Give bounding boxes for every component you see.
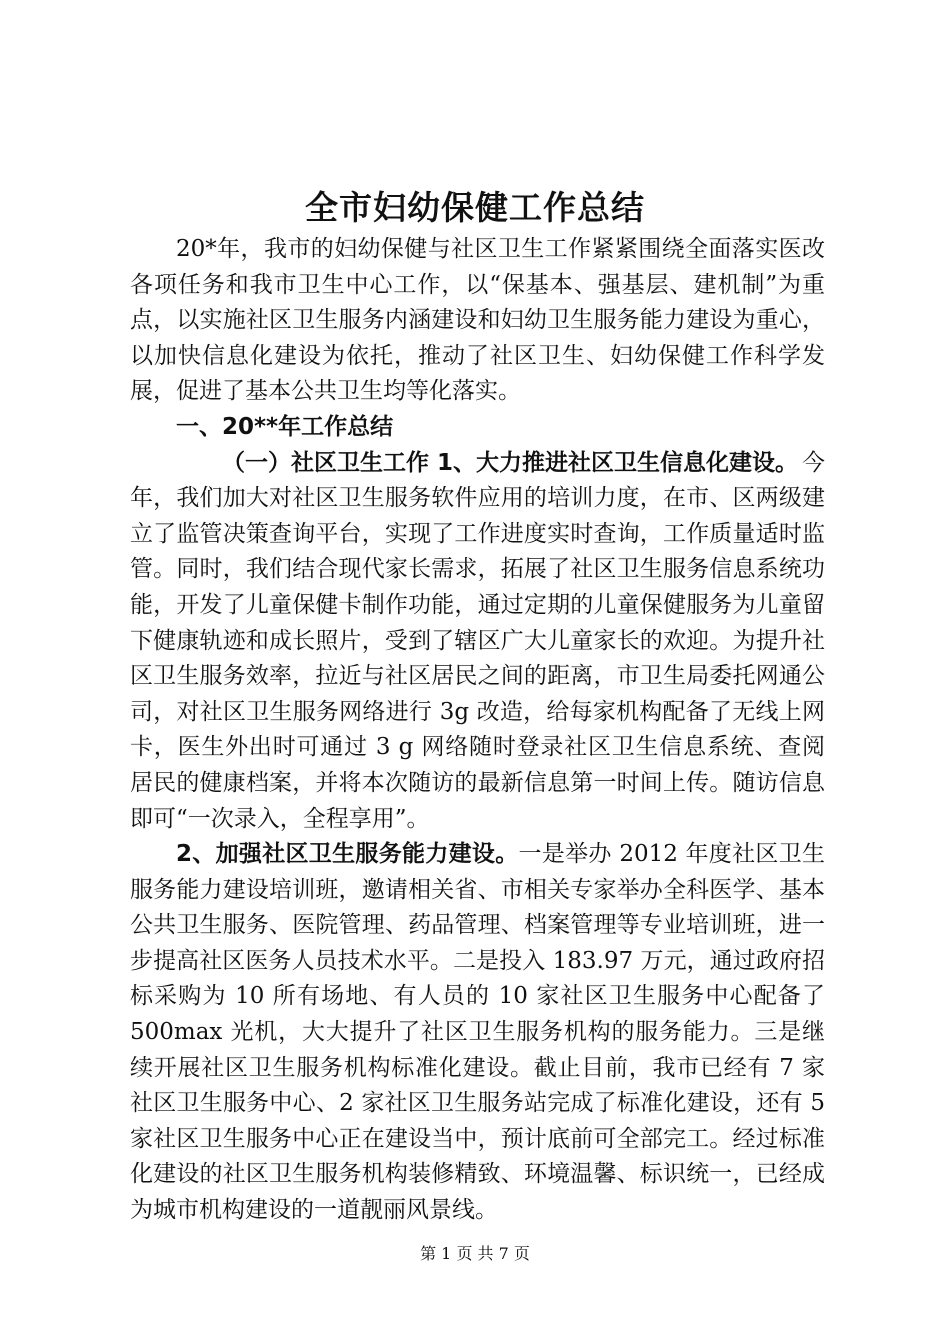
document-title: 全市妇幼保健工作总结: [305, 188, 645, 227]
subsection-body: 今年，我们加大对社区卫生服务软件应用的培训力度，在市、区两级建立了监管决策查询平台，实现了工作进度实时查询，工作质量适时监管。同时，我们结合现代家长需求，拓展了社区卫生服务信息系统功能，开发了儿童保健卡制作功能，通过定期的儿童保健服务为儿童留下健康轨迹和成长照片，受到了辖区广大儿童家长的欢迎。为提升社区卫生服务效率，拉近与社区居民之间的距离，市卫生局委托网通公司，对社区卫生服务网络进行 3g 改造，给每家机构配备了无线上网卡，医生外出时可通过 3 g 网络随时登录社区卫生信息系统、查阅居民的健康档案，并将本次随访的最新信息第一时间上传。随访信息即可“一次录入，全程享用”。: [130, 449, 825, 832]
section-heading: 一、20**年工作总结: [176, 413, 394, 440]
paragraph-2: [130, 837, 825, 1229]
paragraph-2-body: 一是举办 2012 年度社区卫生服务能力建设培训班，邀请相关省、市相关专家举办全科医学、基本公共卫生服务、医院管理、药品管理、档案管理等专业培训班，进一步提高社区医务人员技术水平。二是投入 183.97 万元，通过政府招标采购为 10 所有场地、有人员的 10 家社区卫生服务中心配备了 500max 光机，大大提升了社区卫生服务机构的服务能力。三是继续开展社区卫生服务机构标准化建设。截止目前，我市已经有 7 家社区卫生服务中心、2 家社区卫生服务站完成了标准化建设，还有 5 家社区卫生服务中心正在建设当中，预计底前可全部完工。经过标准化建设的社区卫生服务机构装修精致、环境温馨、标识统一，已经成为城市机构建设的一道靓丽风景线。: [130, 841, 825, 1224]
intro-paragraph: 20*年，我市的妇幼保健与社区卫生工作紧紧围绕全面落实医改各项任务和我市卫生中心工作，以“保基本、强基层、建机制”为重点，以实施社区卫生服务内涵建设和妇幼卫生服务能力建设为重心，以加快信息化建设为依托，推动了社区卫生、妇幼保健工作科学发展，促进了基本公共卫生均等化落实。: [130, 236, 825, 405]
subsection-paragraph: [130, 446, 825, 838]
paragraph-2-heading: 2、加强社区卫生服务能力建设。: [176, 841, 519, 868]
page-footer: 第 1 页 共 7 页: [420, 1244, 530, 1263]
subsection-heading: （一）社区卫生工作 1、大力推进社区卫生信息化建设。: [222, 449, 799, 476]
document-body: [130, 232, 825, 1229]
